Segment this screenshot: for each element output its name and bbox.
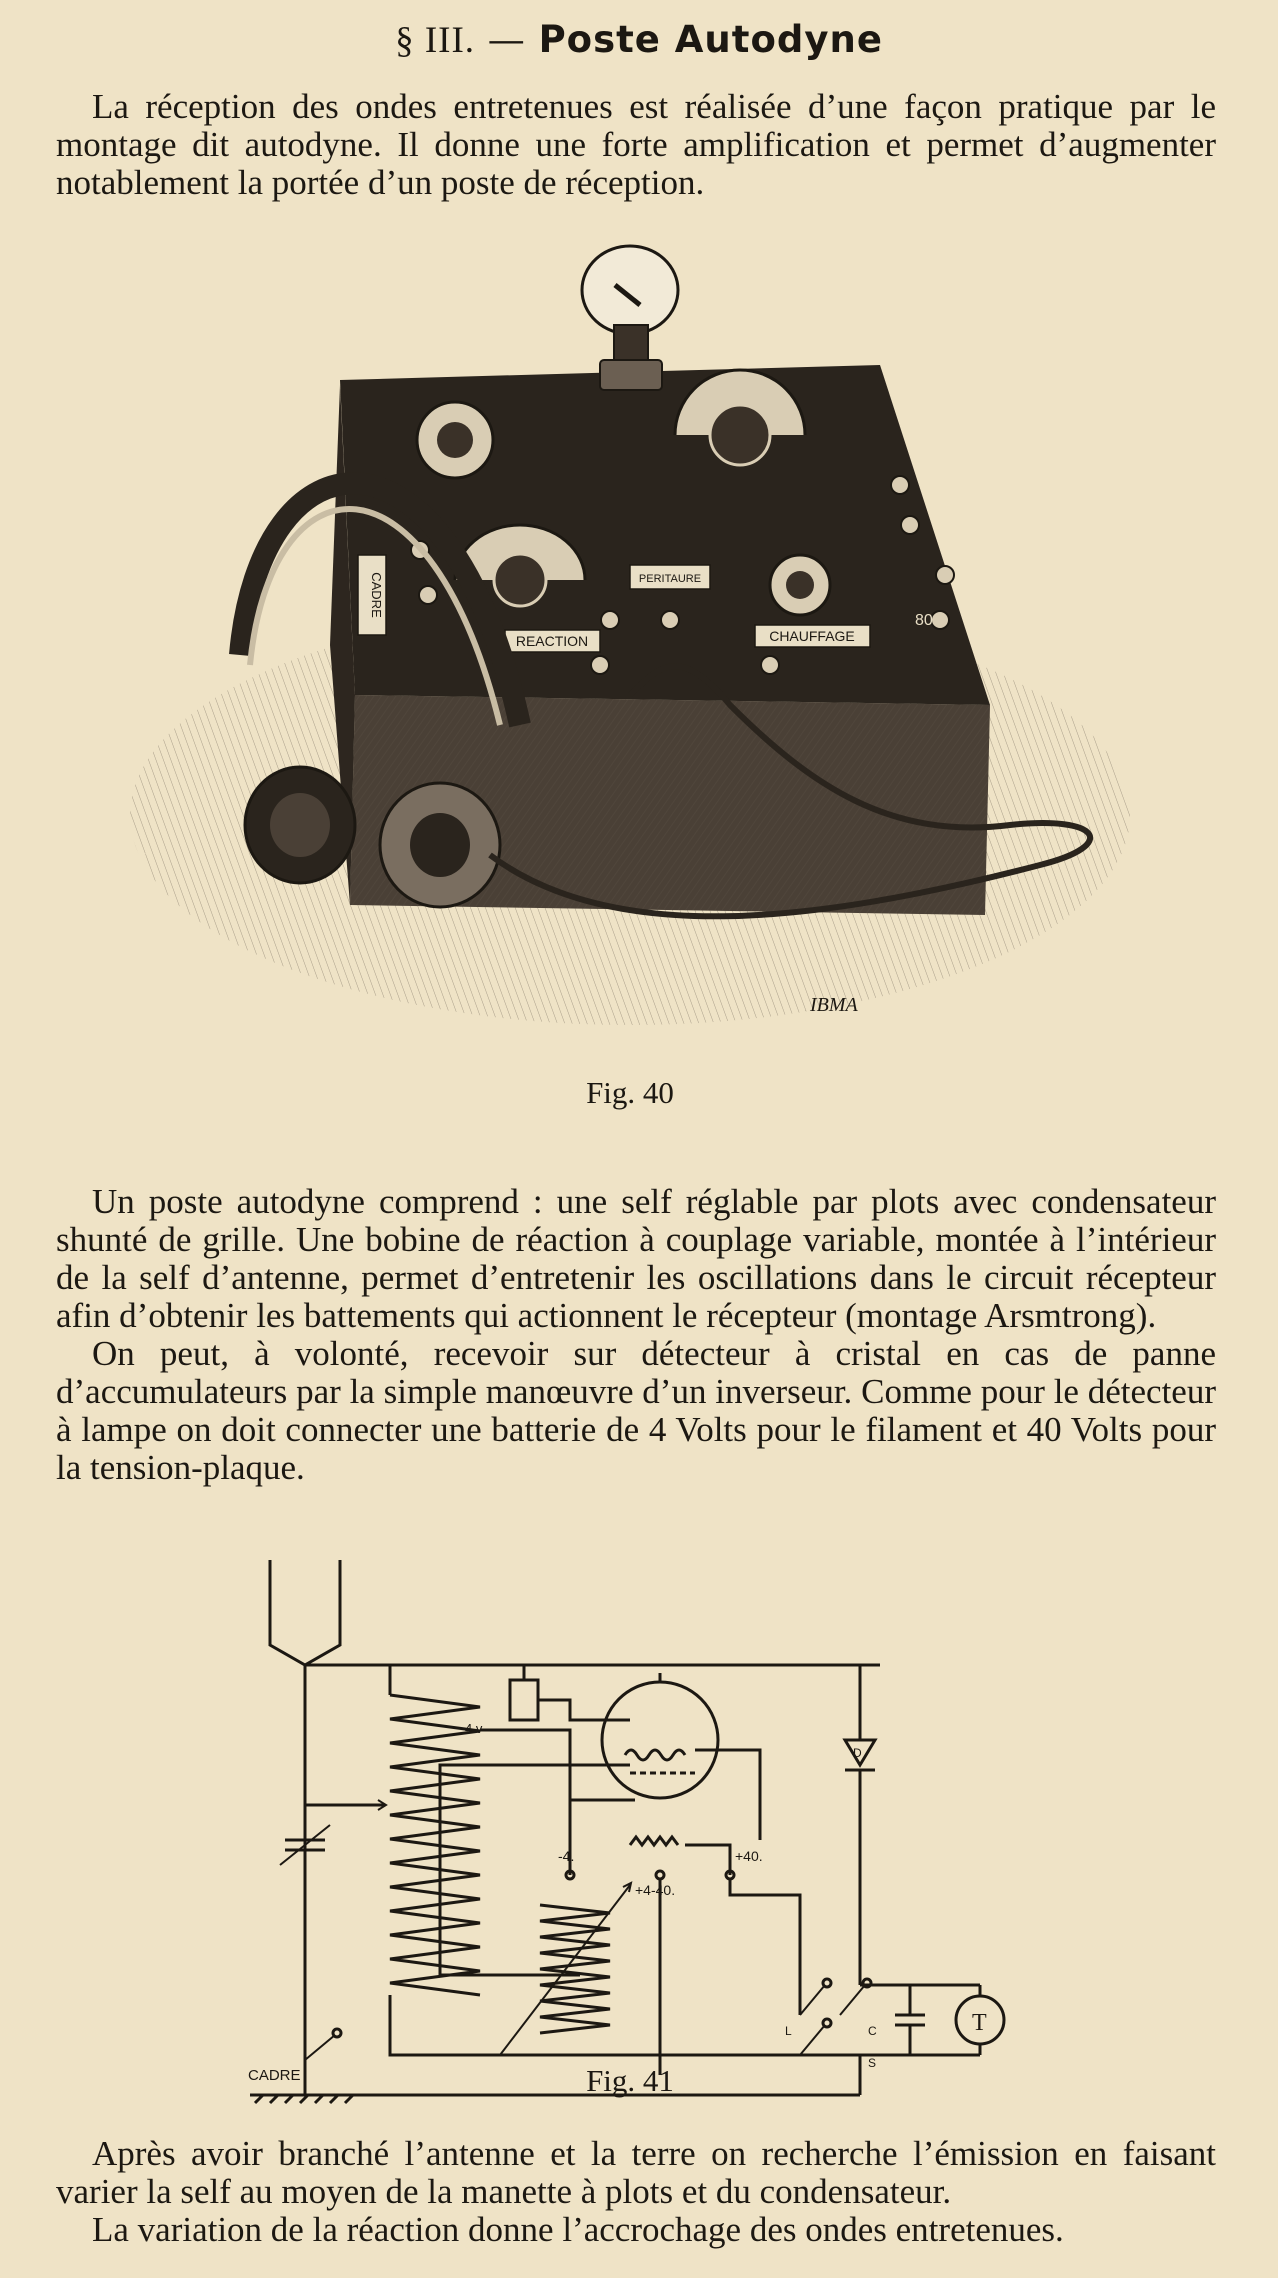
svg-text:REACTION: REACTION: [515, 633, 589, 649]
section-title: Poste Autodyne: [538, 18, 883, 61]
label-minus4: -4.: [558, 1848, 575, 1864]
detector-tube-icon: [602, 1673, 718, 1798]
intro-paragraph: [56, 88, 1216, 202]
knob-upper-left: [417, 402, 493, 478]
intro-text: La réception des ondes entretenues est réalisée d’une façon pratique par le montage dit autodyne. Il donne une forte amplification et permet d’augmenter notablement la portée d’un poste de réception.: [56, 87, 1216, 202]
label-cadre: CADRE: [248, 2067, 301, 2084]
cadre-switch-icon: [305, 2029, 341, 2060]
body-paragraph-2: On peut, à volonté, recevoir sur détecteur à cristal en cas de panne d’accumulateurs par la simple manœuvre d’un inverseur. Comme pour le détecteur à lampe on doit connecter une batterie de 4 Volts pour le filament et 40 Volts pour la tension-plaque.: [56, 1334, 1216, 1487]
label-s: S: [868, 2056, 877, 2070]
label-t: T: [972, 2010, 987, 2036]
filament-rheostat: [630, 1837, 678, 1845]
panel-label-reaction: [505, 630, 600, 652]
crystal-detector-icon: [845, 1665, 875, 1985]
closing-paragraph-1: Après avoir branché l’antenne et la terre on recherche l’émission en faisant varier la self au moyen de la manette à plots et du condensateur.: [56, 2134, 1216, 2211]
closing-paragraphs: [56, 2135, 1216, 2249]
label-l: L: [785, 2024, 792, 2038]
label-c: C: [868, 2024, 877, 2038]
panel-label-peritaure: [630, 565, 710, 589]
panel-graduation: 80: [915, 612, 933, 629]
figure-41-caption: Fig. 41: [586, 2063, 674, 2098]
engraver-signature: IBMA: [810, 994, 858, 1016]
svg-text:CADRE: CADRE: [369, 572, 384, 618]
figure-40-illustration: [110, 225, 1180, 1055]
closing-paragraph-2: La variation de la réaction donne l’accrochage des ondes entretenues.: [92, 2210, 1064, 2249]
label-plus40: +40.: [735, 1848, 763, 1864]
tube-icon: [582, 246, 678, 390]
grid-capacitor-icon: [510, 1665, 630, 1720]
antenna-icon: [270, 1560, 340, 1665]
inverter-switch-icon: [800, 1979, 871, 2055]
svg-text:CHAUFFAGE: CHAUFFAGE: [769, 628, 855, 644]
antenna-coil: [390, 1695, 480, 1995]
telephone-capacitor-icon: [895, 1985, 925, 2055]
section-heading: [0, 18, 1278, 62]
body-paragraphs: [56, 1183, 1216, 1487]
panel-label-cadre: [358, 555, 386, 635]
label-d: D: [853, 1746, 862, 1760]
figure-41-circuit: [240, 1555, 1040, 2115]
knob-chauffage: [770, 555, 830, 615]
svg-text:PERITAURE: PERITAURE: [638, 573, 702, 585]
label-plus4minus40: +4-40.: [635, 1882, 676, 1898]
label-grid-cap: 4 v: [465, 1721, 483, 1736]
figure-40-caption: Fig. 40: [586, 1075, 674, 1110]
section-number: § III.: [395, 20, 476, 61]
heading-dash: —: [487, 18, 526, 61]
panel-label-chauffage: [755, 625, 870, 647]
body-paragraph-1: Un poste autodyne comprend : une self réglable par plots avec condensateur shunté de grille. Une bobine de réaction à couplage variable, montée à l’intérieur de la self d’antenne, permet d’entretenir les oscillations dans le circuit récepteur afin d’obtenir les battements qui actionnent le récepteur (montage Arsmtrong).: [56, 1182, 1216, 1335]
